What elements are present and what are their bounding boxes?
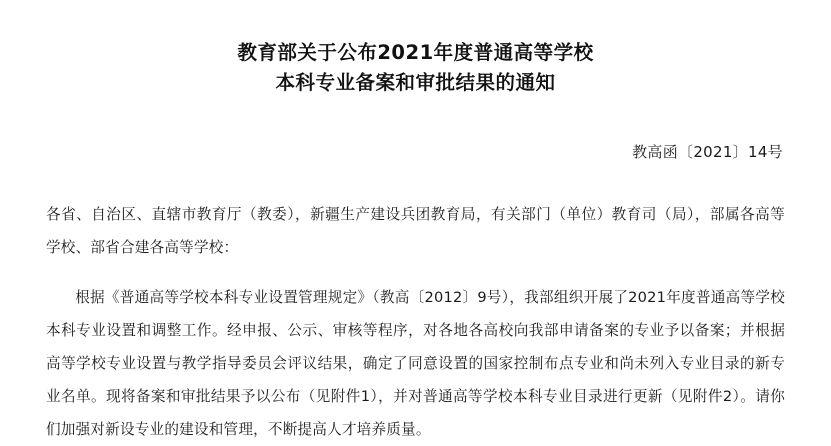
page-title (46, 0, 785, 98)
page-title-line-1: 教育部关于公布2021年度普通高等学校 (237, 41, 594, 64)
page-title-line-2: 本科专业备案和审批结果的通知 (275, 71, 556, 94)
document-number: 教高函〔2021〕14号 (632, 143, 783, 161)
addressee-paragraph: 各省、自治区、直辖市教育厅（教委），新疆生产建设兵团教育局，有关部门（单位）教育司（局），部属各高等学校、部省合建各高等学校： (46, 206, 785, 256)
document-body (46, 164, 785, 446)
main-paragraph: 根据《普通高等学校本科专业设置管理规定》（教高〔2012〕9号），我部组织开展了2021年度普通高等学校本科专业设置和调整工作。经申报、公示、审核等程序，对各地各高校向我部申请备案的专业予以备案；并根据高等学校专业设置与教学指导委员会评议结果，确定了同意设置的国家控制布点专业和尚未列入专业目录的新专业名单。现将备案和审批结果予以公布（见附件1），并对普通高等学校本科专业目录进行更新（见附件2）。请你们加强对新设专业的建设和管理，不断提高人才培养质量。 (46, 289, 785, 438)
